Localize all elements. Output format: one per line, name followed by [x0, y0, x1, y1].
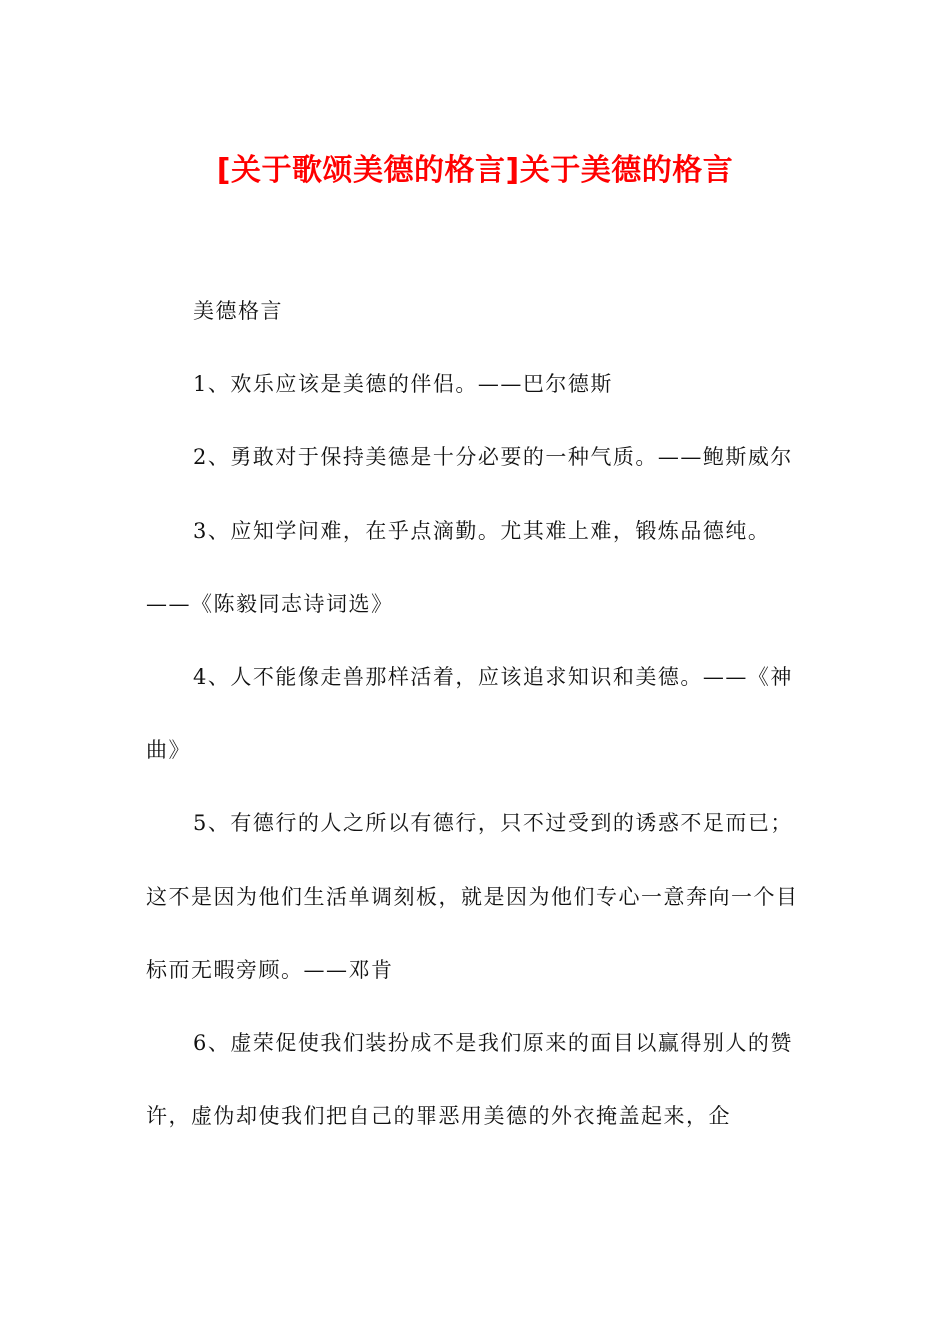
document-body [146, 275, 811, 1153]
quote-paragraph: 5、有德行的人之所以有德行，只不过受到的诱惑不足而已；这不是因为他们生活单调刻板，就是因为他们专心一意奔向一个目标而无暇旁顾。——邓肯 [146, 811, 799, 982]
document-title: [关于歌颂美德的格言]关于美德的格言 [216, 153, 734, 188]
quote-paragraph: 1、欢乐应该是美德的伴侣。——巴尔德斯 [193, 372, 613, 397]
quote-paragraph: 2、勇敢对于保持美德是十分必要的一种气质。——鲍斯威尔 [193, 445, 793, 470]
quote-paragraph: 6、虚荣促使我们装扮成不是我们原来的面目以赢得别人的赞许，虚伪却使我们把自己的罪恶用美德的外衣掩盖起来，企 [146, 1031, 793, 1129]
section-heading: 美德格言 [193, 299, 283, 323]
quote-paragraph: 4、人不能像走兽那样活着，应该追求知识和美德。——《神曲》 [146, 665, 793, 763]
quote-paragraph: 3、应知学问难，在乎点滴勤。尤其难上难，锻炼品德纯。——《陈毅同志诗词选》 [146, 518, 771, 616]
